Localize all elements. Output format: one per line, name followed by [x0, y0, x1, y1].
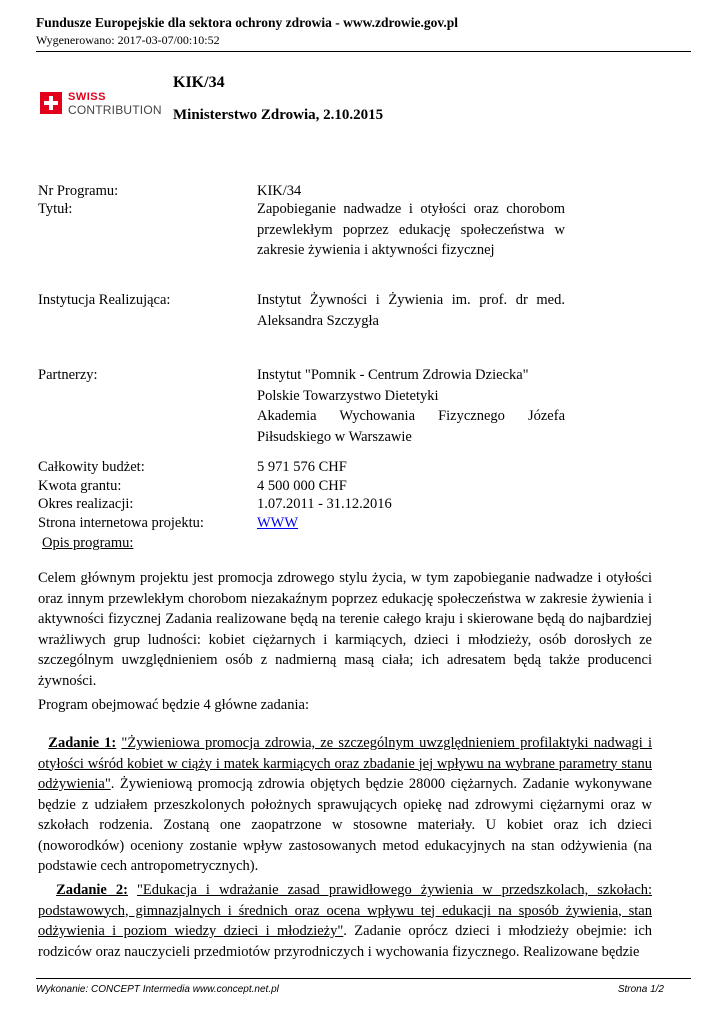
period-label: Okres realizacji: — [38, 496, 134, 512]
footer-credit: Wykonanie: CONCEPT Intermedia www.concept.net.pl — [36, 984, 279, 995]
swiss-contribution-logo — [40, 90, 162, 118]
budget-label: Całkowity budżet: — [38, 459, 145, 475]
website-label: Strona internetowa projektu: — [38, 515, 204, 531]
header-title: Fundusze Europejskie dla sektora ochrony zdrowia - www.zdrowie.gov.pl — [36, 15, 459, 30]
title-label: Tytuł: — [38, 201, 73, 217]
generated-timestamp: Wygenerowano: 2017-03-07/00:10:52 — [36, 33, 220, 47]
ministry-date: Ministerstwo Zdrowia, 2.10.2015 — [173, 107, 384, 123]
task-1-title: "Żywieniowa promocja zdrowia, ze szczególnym uwzględnieniem profilaktyki nadwagi i otyłości wśród kobiet w ciąży i matek karmiących oraz zbadanie jej wpływu na wybrane parametry stanu odżywienia" — [38, 735, 653, 792]
header-divider — [36, 51, 691, 52]
footer-divider — [36, 978, 691, 979]
website-value — [257, 513, 565, 534]
logo-line-contribution: CONTRIBUTION — [68, 103, 162, 117]
task-1-label: Zadanie 1: — [48, 735, 117, 751]
task-1-text: . Żywieniową promocją zdrowia objętych będzie 28000 ciężarnych. Zadanie wykonywane będzie z udziałem przeszkolonych położnych sprawujących opiekę nad zdrowymi ciężarnymi oraz w szkołach rodzenia. Zostaną one zaopatrzone w stosowne materiały. U kobiet oraz ich dzieci (noworodków) oceniony zostanie wpływ zastosowanych metod edukacyjnych na stan odżywienia (na podstawie cech antropometrycznych). — [38, 776, 652, 874]
task-1 — [38, 733, 652, 877]
budget-value: 5 971 576 CHF — [257, 459, 347, 475]
program-label: Nr Programu: — [38, 183, 119, 199]
partner-item: Akademia Wychowania Fizycznego Józefa Piłsudskiego w Warszawie — [257, 408, 565, 445]
website-link[interactable]: WWW — [257, 515, 299, 531]
tasks-intro: Program obejmować będzie 4 główne zadania: — [38, 697, 309, 713]
partners-list — [257, 365, 565, 447]
grant-label: Kwota grantu: — [38, 478, 122, 494]
task-2-label: Zadanie 2: — [56, 882, 128, 898]
grant-value: 4 500 000 CHF — [257, 478, 347, 494]
program-value: KIK/34 — [257, 183, 302, 199]
task-2-text: . Zadanie oprócz dzieci i młodzieży obejmie: ich rodziców oraz nauczycieli przedmiotów przyrodniczych i wychowania fizycznego. Realizowane będzie — [38, 923, 652, 960]
swiss-flag-icon — [40, 92, 62, 114]
partner-item: Polskie Towarzystwo Dietetyki — [257, 387, 439, 404]
partner-item: Instytut "Pomnik - Centrum Zdrowia Dziecka" — [257, 367, 529, 383]
document-code: KIK/34 — [173, 74, 225, 91]
period-value: 1.07.2011 - 31.12.2016 — [257, 496, 392, 512]
logo-line-swiss: SWISS — [68, 91, 106, 103]
institution-value: Instytut Żywności i Żywienia im. prof. dr med. Aleksandra Szczygła — [257, 292, 565, 329]
institution-label: Instytucja Realizująca: — [38, 292, 171, 308]
partners-label: Partnerzy: — [38, 367, 98, 383]
task-2 — [38, 880, 652, 962]
description-label: Opis programu: — [42, 535, 134, 551]
description-paragraph: Celem głównym projektu jest promocja zdrowego stylu życia, w tym zapobieganie nadwadze i otyłości oraz innym przewlekłym chorobom niezakaźnym poprzez edukację społeczeństwa w zakresie żywienia i aktywności fizycznej Zadania realizowane będą na terenie całego kraju i skierowane będą do najbardziej wrażliwych grup ludności: kobiet ciężarnych i karmiących, dzieci i młodzieży, osób dorosłych ze szczególnym uwzględnieniem osób z nadmierną masą ciała; ich adresatem będą także producenci żywności. — [38, 570, 652, 689]
task-2-title: "Edukacja i wdrażanie zasad prawidłowego żywienia w przedszkolach, szkołach: podstawowych, gimnazjalnych i średnich oraz ocena wpływu tej edukacji na sposób żywienia, stan odżywienia i poziom wiedzy dzieci i młodzieży" — [38, 882, 653, 939]
page-number: Strona 1/2 — [617, 984, 664, 995]
page-header — [36, 14, 691, 48]
title-value: Zapobieganie nadwadze i otyłości oraz chorobom przewlekłym poprzez edukację społeczeństwa w zakresie żywienia i aktywności fizycznej — [257, 201, 565, 258]
